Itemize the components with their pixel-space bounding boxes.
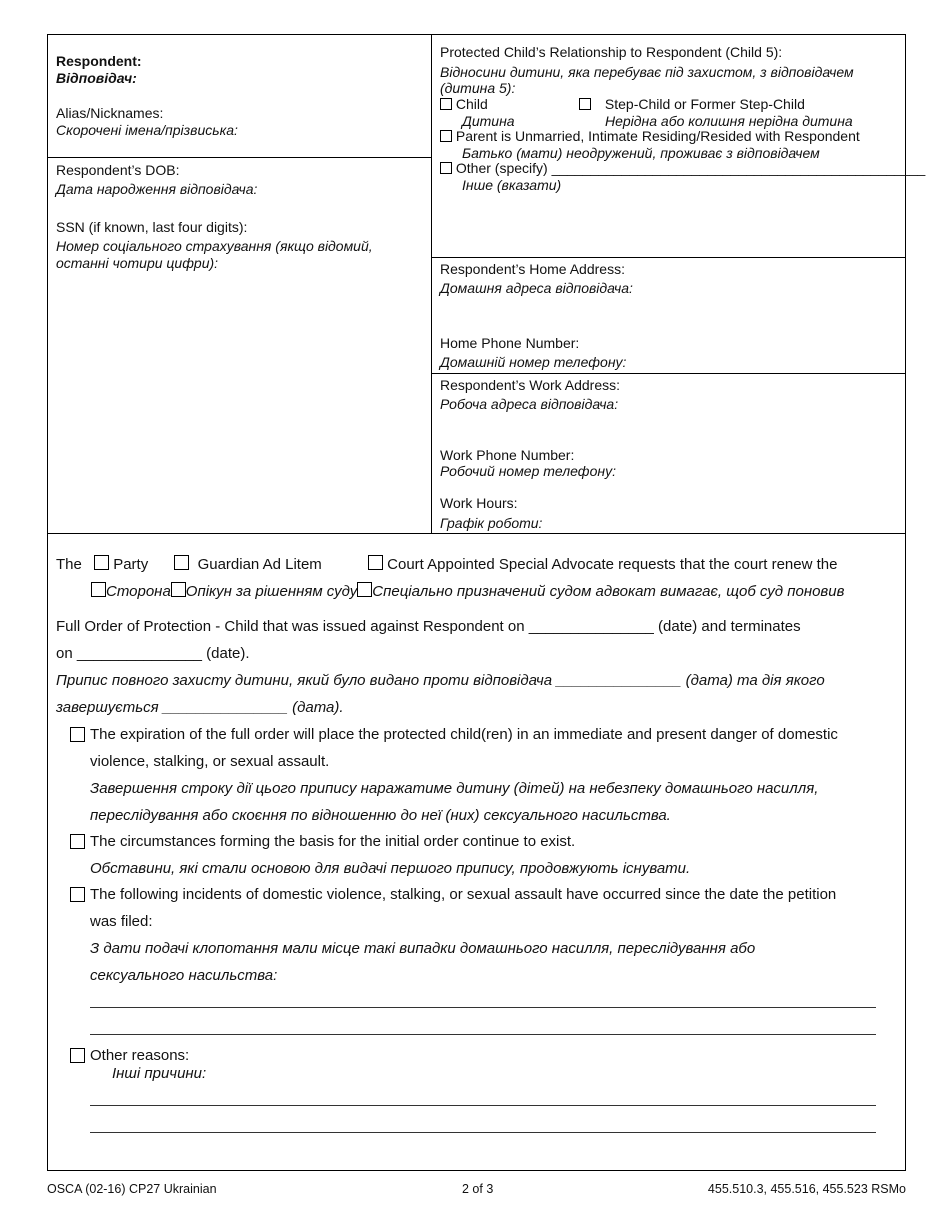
- ssn-label-uk-2: останні чотири цифри):: [56, 255, 219, 271]
- party-label-uk: Сторона: [106, 583, 171, 600]
- form-id: OSCA (02-16) CP27 Ukrainian: [47, 1182, 217, 1196]
- order-text-2: on _______________ (date).: [56, 645, 250, 662]
- reason-danger-checkbox[interactable]: [70, 727, 85, 742]
- parent-checkbox[interactable]: [440, 130, 452, 142]
- respondent-column: [48, 35, 432, 533]
- reason-danger-text-1: The expiration of the full order will place the protected child(ren) in an immediate and present danger of domestic: [90, 726, 838, 743]
- respondent-label-uk: Відповідач:: [56, 70, 137, 86]
- form-frame: [47, 34, 926, 1171]
- casa-label: Court Appointed Special Advocate requests that the court renew the: [387, 556, 838, 573]
- work-address-label: Respondent’s Work Address:: [440, 377, 621, 393]
- respondent-dob-ssn-cell[interactable]: [48, 157, 431, 533]
- other-relationship-label-uk: Інше (вказати): [462, 177, 562, 193]
- reason-incidents-text-1: The following incidents of domestic violence, stalking, or sexual assault have occurred since the date the petition: [90, 886, 837, 903]
- step-child-checkbox[interactable]: [579, 98, 591, 110]
- requestor-line-uk: [91, 582, 844, 600]
- child-label-uk: Дитина: [462, 113, 515, 129]
- party-checkbox[interactable]: [94, 555, 109, 570]
- relationship-cell: [432, 35, 926, 257]
- reason-incidents-checkbox[interactable]: [70, 887, 85, 902]
- other-relationship-option: [440, 160, 925, 176]
- guardian-ad-litem-checkbox-uk[interactable]: [171, 582, 186, 597]
- reason-danger-text-uk-2: переслідування або скоєння по відношенню до неї (них) сексуального насильства.: [90, 807, 671, 824]
- renewal-request-section: [48, 533, 905, 1170]
- reason-incidents-text-uk-2: сексуального насильства:: [90, 967, 278, 984]
- step-child-label-uk: Нерідна або колишня нерідна дитина: [605, 113, 853, 129]
- party-label: Party: [113, 556, 149, 573]
- other-reasons-checkbox[interactable]: [70, 1048, 85, 1063]
- incidents-blank-line-2[interactable]: [90, 1034, 876, 1035]
- work-address-cell[interactable]: [432, 373, 905, 533]
- dob-label: Respondent’s DOB:: [56, 162, 180, 178]
- child-option: [440, 96, 488, 112]
- guardian-ad-litem-label-uk: Опікун за рішенням суду: [185, 583, 358, 600]
- dob-label-uk: Дата народження відповідача:: [56, 181, 258, 197]
- reason-circumstances-checkbox[interactable]: [70, 834, 85, 849]
- relationship-column: [432, 35, 926, 533]
- ssn-label-uk-1: Номер соціального страхування (якщо відомий,: [56, 238, 373, 254]
- work-phone-label-uk: Робочий номер телефону:: [440, 463, 616, 479]
- parent-option: [440, 128, 860, 144]
- home-address-cell[interactable]: [432, 257, 905, 373]
- order-text-1: Full Order of Protection - Child that was issued against Respondent on _______________ (date) and terminates: [56, 618, 801, 635]
- order-text-uk-1: Припис повного захисту дитини, який було видано проти відповідача _______________ (дата) та дія якого: [56, 672, 825, 689]
- home-address-label: Respondent’s Home Address:: [440, 261, 625, 277]
- respondent-label: Respondent:: [56, 53, 142, 69]
- incidents-blank-line-1[interactable]: [90, 1007, 876, 1008]
- child-label: Child: [455, 96, 488, 112]
- respondent-info-section: [48, 35, 926, 534]
- other-relationship-checkbox[interactable]: [440, 162, 452, 174]
- other-reasons-blank-line-2[interactable]: [90, 1132, 876, 1133]
- casa-checkbox[interactable]: [368, 555, 383, 570]
- work-address-label-uk: Робоча адреса відповідача:: [440, 396, 619, 412]
- reason-danger-text-2: violence, stalking, or sexual assault.: [90, 753, 330, 770]
- reason-circumstances-text: The circumstances forming the basis for the initial order continue to exist.: [90, 833, 576, 850]
- page-number: 2 of 3: [462, 1182, 494, 1196]
- alias-label-uk: Скорочені імена/прізвиська:: [56, 122, 238, 138]
- reason-danger-text-uk-1: Завершення строку дії цього припису наражатиме дитину (дітей) на небезпеку домашнього насилля,: [90, 780, 819, 797]
- step-child-label: Step-Child or Former Step-Child: [604, 96, 805, 112]
- statute-references: 455.510.3, 455.516, 455.523 RSMo: [707, 1182, 906, 1196]
- other-relationship-label[interactable]: Other (specify) ________________________________________________: [455, 160, 926, 176]
- other-reasons-label-uk: Інші причини:: [112, 1065, 207, 1082]
- reason-incidents-text-2: was filed:: [90, 913, 153, 930]
- parent-label-uk: Батько (мати) неодружений, проживає з відповідачем: [462, 145, 820, 161]
- relationship-title-uk-1: Відносини дитини, яка перебуває під захистом, з відповідачем: [440, 64, 854, 80]
- reason-incidents-text-uk-1: З дати подачі клопотання мали місце такі випадки домашнього насилля, переслідування або: [90, 940, 756, 957]
- reason-circumstances-text-uk: Обставини, які стали основою для видачі першого припису, продовжують існувати.: [90, 860, 691, 877]
- home-address-label-uk: Домашня адреса відповідача:: [440, 280, 633, 296]
- guardian-ad-litem-checkbox[interactable]: [174, 555, 189, 570]
- party-checkbox-uk[interactable]: [91, 582, 106, 597]
- casa-label-uk: Спеціально призначений судом адвокат вимагає, щоб суд поновив: [372, 583, 845, 600]
- ssn-label: SSN (if known, last four digits):: [56, 219, 248, 235]
- work-hours-label-uk: Графік роботи:: [440, 515, 543, 531]
- step-child-option: [579, 96, 805, 112]
- order-text-uk-2: завершується _______________ (дата).: [56, 699, 344, 716]
- relationship-title: Protected Child’s Relationship to Respondent (Child 5):: [440, 44, 783, 60]
- work-hours-label: Work Hours:: [440, 495, 518, 511]
- child-checkbox[interactable]: [440, 98, 452, 110]
- parent-label: Parent is Unmarried, Intimate Residing/Resided with Respondent: [455, 128, 860, 144]
- home-phone-label-uk: Домашній номер телефону:: [440, 354, 627, 370]
- guardian-ad-litem-label: Guardian Ad Litem: [197, 556, 322, 573]
- alias-label: Alias/Nicknames:: [56, 105, 164, 121]
- respondent-name-cell[interactable]: [48, 35, 431, 157]
- requestor-line: [56, 555, 837, 573]
- other-reasons-blank-line-1[interactable]: [90, 1105, 876, 1106]
- the-label: The: [56, 556, 82, 573]
- work-phone-label: Work Phone Number:: [440, 447, 575, 463]
- casa-checkbox-uk[interactable]: [357, 582, 372, 597]
- home-phone-label: Home Phone Number:: [440, 335, 580, 351]
- other-reasons-label: Other reasons:: [90, 1047, 190, 1064]
- relationship-title-uk-2: (дитина 5):: [440, 80, 516, 96]
